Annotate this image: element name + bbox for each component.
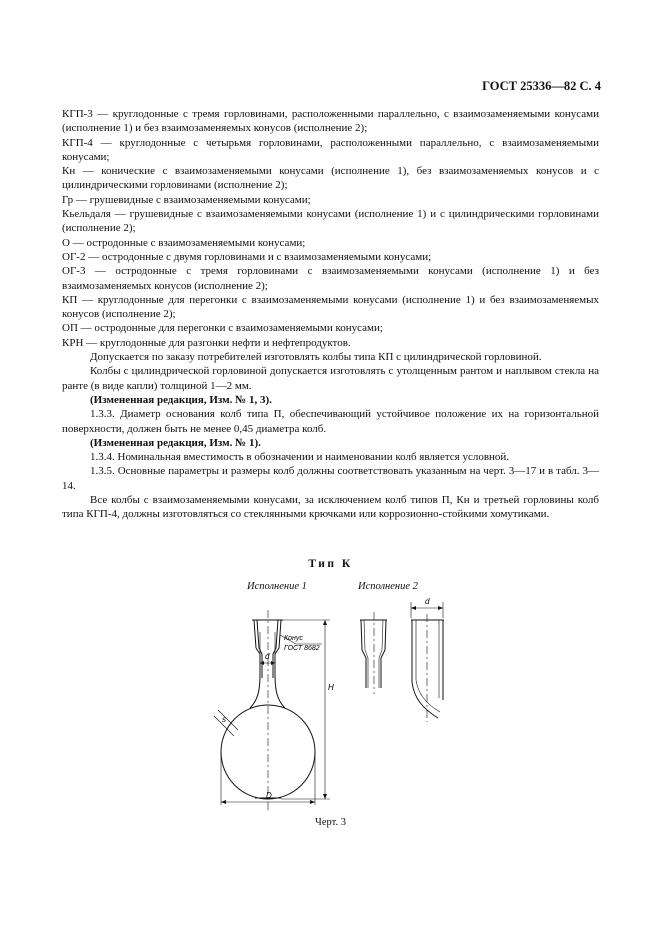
dimension-diameter-label: D bbox=[266, 791, 272, 800]
amendment-note-1: (Измененная редакция, Изм. № 1, 3). bbox=[90, 393, 272, 406]
paragraph-kp: КП — круглодонные для перегонки с взаимозаменяемыми конусами (исполнение 1) и без взаимозаменяемых конусов (исполнение 2); bbox=[62, 293, 599, 321]
gost-label: ГОСТ 8682 bbox=[284, 645, 320, 652]
paragraph-og2: ОГ-2 — остродонные с двумя горловинами и с взаимозаменяемыми конусами; bbox=[62, 250, 432, 263]
paragraph-1-3-5: 1.3.5. Основные параметры и размеры колб должны соответствовать указанным на черт. 3—17 и в табл. 3—14. bbox=[62, 465, 599, 492]
page-header: ГОСТ 25336—82 С. 4 bbox=[482, 79, 601, 93]
flask-variant-2-neck bbox=[360, 612, 387, 694]
flask-variant-1 bbox=[214, 610, 330, 810]
paragraph-cylindrical-neck: Колбы с цилиндрической горловиной допускается изготовлять с утолщенным рантом и наплывом стекла на ранте (в виде капли) толщиной 1—2 мм. bbox=[62, 365, 599, 392]
paragraph-kgp4: КГП-4 — круглодонные с четырьмя горловинами, расположенными параллельно, с взаимозаменяемыми конусами; bbox=[62, 136, 599, 163]
variant-2-label: Исполнение 2 bbox=[358, 581, 418, 592]
figure-type-title: Тип К bbox=[308, 558, 353, 570]
paragraph-kgp3: КГП-3 — круглодонные с тремя горловинами, расположенными параллельно, с взаимозаменяемыми конусами (исполнение 1) и без взаимозаменяемых конусов (исполнение 2); bbox=[62, 108, 599, 135]
paragraph-gr: Гр — грушевидные с взаимозаменяемыми конусами; bbox=[62, 193, 311, 206]
dimension-h-label: H bbox=[328, 683, 334, 692]
paragraph-1-3-4: 1.3.4. Номинальная вместимость в обозначении и наименовании колб является условной. bbox=[90, 451, 510, 464]
paragraph-hooks: Все колбы с взаимозаменяемыми конусами, за исключением колб типов П, Кн и третьей горловины колб типа КГП-4, должны изготовляться со стеклянными крючками или коррозионно-стойкими хомутиками. bbox=[62, 494, 599, 521]
amendment-note-2: (Измененная редакция, Изм. № 1). bbox=[90, 436, 261, 449]
paragraph-kjeldahl: Кьельдаля — грушевидные с взаимозаменяемыми конусами (исполнение 1) и с цилиндрическими горловинами (исполнение 2); bbox=[62, 208, 599, 235]
flask-variant-2-section bbox=[411, 602, 444, 722]
variant-1-label: Исполнение 1 bbox=[247, 581, 307, 592]
paragraph-o: О — остродонные с взаимозаменяемыми конусами; bbox=[62, 236, 306, 249]
dimension-s-label: s bbox=[222, 715, 226, 724]
paragraph-og3: ОГ-3 — остродонные с тремя горловинами с взаимозаменяемыми конусами (исполнение 1) и без взаимозаменяемых конусов (исполнение 2); bbox=[62, 265, 599, 292]
figure-caption: Черт. 3 bbox=[315, 817, 346, 828]
paragraph-op: ОП — остродонные для перегонки с взаимозаменяемыми конусами; bbox=[62, 322, 383, 335]
body-text bbox=[62, 107, 599, 522]
cone-label: Конус bbox=[284, 635, 303, 642]
paragraph-permission-kp: Допускается по заказу потребителей изготовлять колбы типа КП с цилиндрической горловиной. bbox=[90, 351, 542, 364]
paragraph-krn: КРН — круглодонные для разгонки нефти и нефтепродуктов. bbox=[62, 336, 351, 349]
paragraph-kn: Кн — конические с взаимозаменяемыми конусами (исполнение 1), без взаимозаменяемых конусов и с цилиндрическими горловинами (исполнение 2); bbox=[62, 165, 599, 192]
paragraph-1-3-3: 1.3.3. Диаметр основания колб типа П, обеспечивающий устойчивое положение их на горизонтальной поверхности, должен быть не менее 0,45 диаметра колб. bbox=[62, 408, 599, 435]
dimension-d2-label: d bbox=[425, 597, 430, 606]
dimension-d-label: d bbox=[265, 652, 270, 661]
flask-drawing bbox=[200, 590, 490, 810]
